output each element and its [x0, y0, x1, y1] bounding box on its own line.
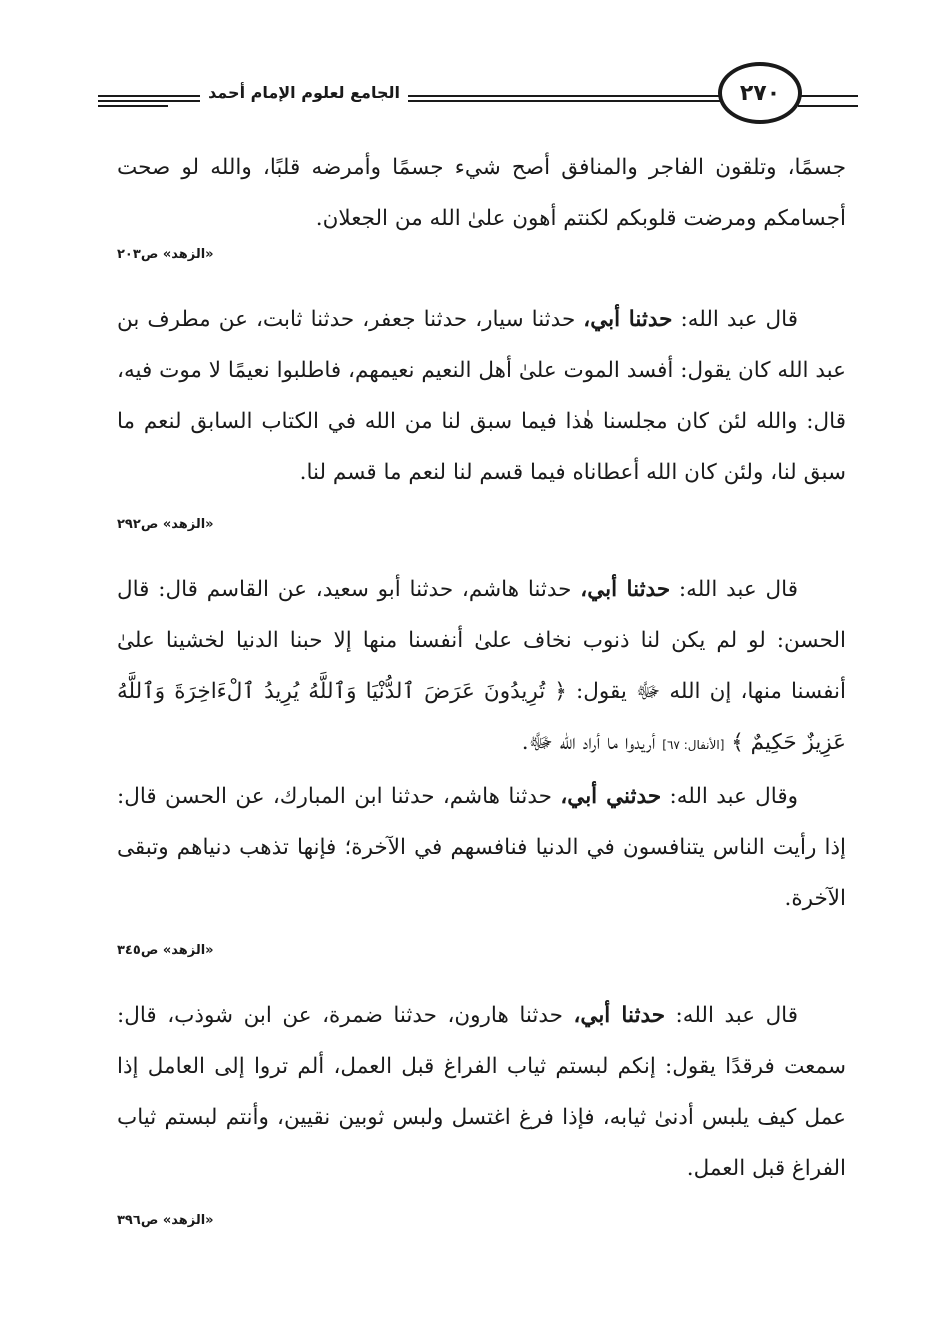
paragraph-text: جسمًا، وتلقون الفاجر والمنافق أصح شيء جسمًا وأمرضه قلبًا، والله لو صحت أجسامكم ومرضت قلوبكم لكنتم أهون علىٰ الله من الجعلان. [117, 155, 846, 231]
paragraph-tail: أريدوا ما أراد الله ﷻ. [521, 730, 656, 755]
page-number-badge [718, 62, 802, 124]
header-rule [798, 95, 858, 97]
header-rule [98, 95, 748, 97]
header-rule [98, 100, 748, 102]
paragraph-text: حدثنا هاشم، حدثنا ابن المبارك، عن الحسن قال: إذا رأيت الناس يتنافسون في الدنيا فنافسهم في الآخرة؛ فإنها تذهب دنياهم وتبقى الآخرة. [117, 784, 846, 911]
narration-lead-bold: حدثنا أبي، [573, 1003, 666, 1028]
narration-lead-bold: حدثنا أبي، [583, 307, 673, 332]
narration-lead: قال عبد الله: [678, 577, 798, 602]
page-body [117, 142, 846, 1232]
source-citation: «الزهد» ص٢٩٢ [117, 517, 214, 532]
running-header [98, 62, 858, 126]
header-rule [798, 105, 858, 107]
paragraph-text: حدثنا سيار، حدثنا جعفر، حدثنا ثابت، عن مطرف بن عبد الله كان يقول: أفسد الموت علىٰ أهل النعيم نعيمهم، فاطلبوا نعيمًا لا موت فيه، قال: والله لئن كان مجلسنا هٰذا فيما سبق لنا من الله في الكتاب السابق لنعم ما سبق لنا، ولئن كان الله أعطاناه فيما قسم لنا لنعم ما قسم لنا. [117, 307, 846, 485]
header-rule [98, 105, 168, 107]
narration-lead: قال عبد الله: [675, 1003, 799, 1028]
paragraph [117, 142, 846, 244]
narration-lead-bold: حدثني أبي، [560, 784, 662, 809]
paragraph-text: حدثنا هاشم، حدثنا أبو سعيد، عن القاسم قال: قال الحسن: لو لم يكن لنا ذنوب نخاف علىٰ أنفسنا منها إلا حبنا الدنيا لخشينا علىٰ أنفسنا منها، إن الله ﷻ يقول: [117, 577, 846, 704]
source-citation: «الزهد» ص٢٠٣ [117, 247, 214, 262]
paragraph [117, 771, 846, 924]
quran-verse: ﴿ تُرِيدُونَ عَرَضَ ٱلدُّنْيَا وَٱللَّهُ يُرِيدُ ٱلْءَاخِرَةَ وَٱللَّهُ عَزِيزٌ حَكِيمٌ ﴾ [117, 679, 846, 755]
page-number: ٢٧٠ [739, 80, 781, 106]
paragraph [117, 990, 846, 1194]
narration-lead: قال عبد الله: [680, 307, 798, 332]
paragraph-text: حدثنا هارون، حدثنا ضمرة، عن ابن شوذب، قال: سمعت فرقدًا يقول: إنكم لبستم ثياب الفراغ قبل العمل، ألم تروا إلى العامل إذا عمل كيف يلبس أدنىٰ ثيابه، فإذا فرغ اغتسل ولبس ثوبين نقيين، وأنتم لبستم ثياب الفراغ قبل العمل. [117, 1003, 846, 1181]
book-title: الجامع لعلوم الإمام أحمد [200, 83, 408, 102]
narration-lead-bold: حدثنا أبي، [580, 577, 671, 602]
source-citation: «الزهد» ص٣٤٥ [117, 943, 214, 958]
quran-reference: [الأنفال: ٦٧] [662, 738, 725, 752]
source-citation: «الزهد» ص٣٩٦ [117, 1213, 214, 1228]
paragraph [117, 294, 846, 498]
narration-lead: وقال عبد الله: [669, 784, 799, 809]
paragraph [117, 564, 846, 771]
